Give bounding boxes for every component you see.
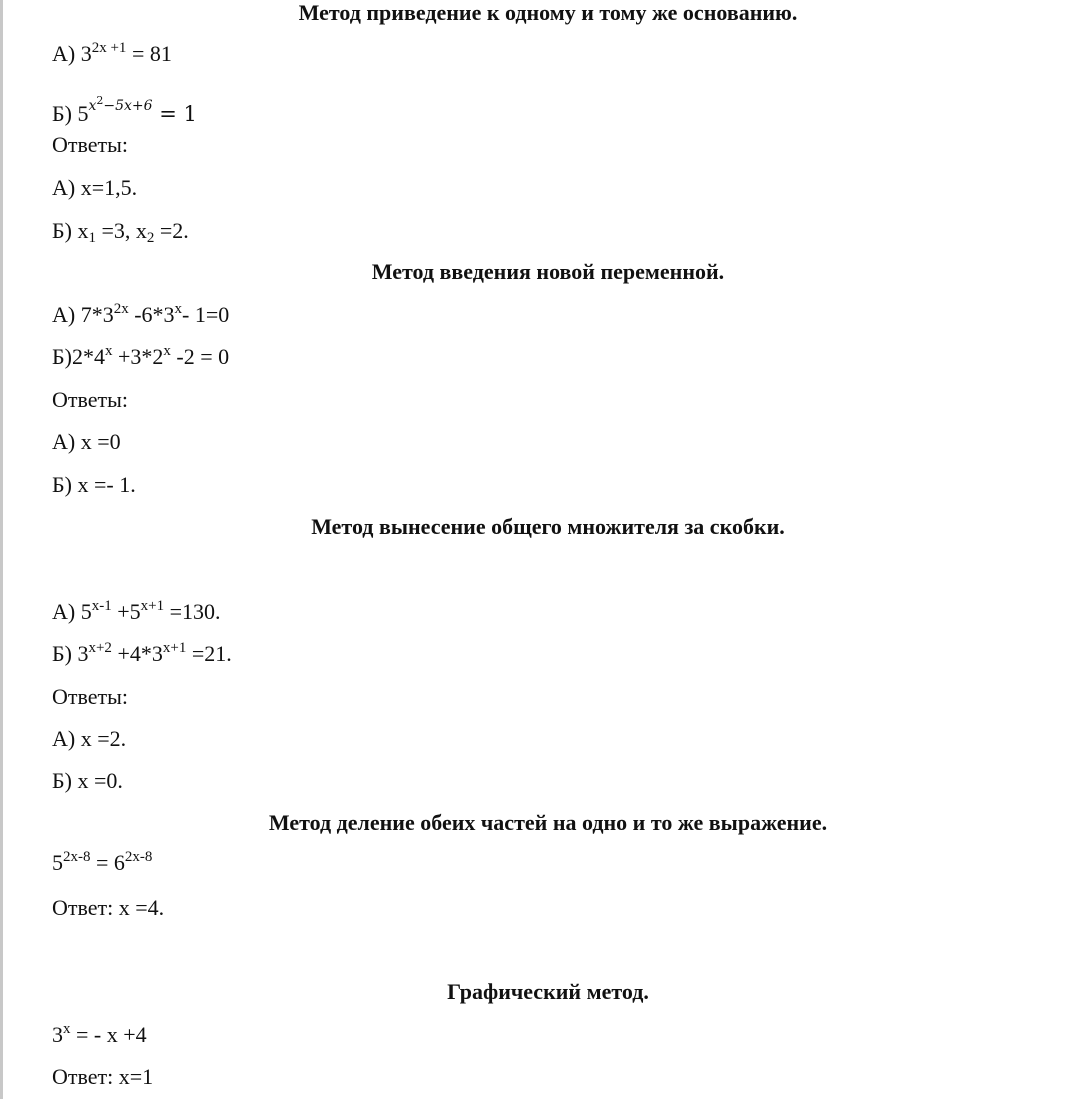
text-line	[52, 1022, 147, 1048]
text-segment: Метод деление обеих частей на одно и то же выражение.	[268, 810, 828, 835]
text-segment: Графический метод.	[447, 979, 649, 1004]
text-segment: Б) 3	[52, 641, 89, 666]
text-line	[52, 387, 128, 413]
exponent: x	[163, 343, 171, 359]
text-segment: -2 = 0	[170, 344, 230, 369]
text-segment: Б) x	[52, 218, 89, 243]
text-segment: Ответы:	[52, 684, 129, 709]
text-segment: А) 3	[52, 41, 92, 66]
text-segment: Метод вынесение общего множителя за скобки.	[311, 514, 785, 539]
text-segment: +3*2	[112, 344, 164, 369]
text-segment: А) x=1,5.	[52, 175, 138, 200]
text-segment: = 1	[152, 102, 197, 126]
text-line	[52, 88, 197, 127]
exponent: 2	[96, 94, 104, 107]
text-segment: А) 7*3	[52, 302, 114, 327]
text-line	[52, 895, 164, 921]
text-line	[52, 1064, 153, 1090]
exponent: x	[104, 343, 113, 359]
exponent: 2x-8	[124, 849, 153, 865]
text-segment: Ответы:	[52, 387, 129, 412]
text-line	[52, 132, 128, 158]
exponent: x	[63, 1021, 71, 1037]
exponent: x-1	[91, 598, 112, 614]
text-segment: А) 5	[52, 599, 92, 624]
exponent: x	[88, 98, 97, 114]
text-segment: - 1=0	[182, 302, 230, 327]
text-segment: 3	[52, 1022, 63, 1047]
text-segment: Б) 5	[52, 101, 89, 126]
exponent: 2x	[113, 301, 129, 317]
text-line	[52, 472, 136, 498]
section-heading	[0, 0, 1080, 26]
text-line	[52, 175, 137, 201]
text-segment: Метод введения новой переменной.	[371, 259, 725, 284]
text-line	[52, 429, 121, 455]
page-left-edge	[0, 0, 3, 1099]
text-segment: Б) x =- 1.	[52, 472, 136, 497]
text-segment: Б)2*4	[52, 344, 105, 369]
exponent: x+1	[140, 598, 165, 614]
section-heading	[0, 810, 1080, 836]
text-segment: = - x +4	[70, 1022, 147, 1047]
text-line	[52, 41, 172, 67]
text-segment: Ответ: x=1	[52, 1064, 154, 1089]
text-line	[52, 599, 221, 625]
text-segment: А) x =0	[52, 429, 121, 454]
text-segment: +4*3	[111, 641, 163, 666]
subscript: 2	[146, 230, 155, 246]
text-segment: Ответ: x =4.	[52, 895, 165, 920]
subscript: 1	[88, 230, 96, 246]
exponent: x	[174, 301, 183, 317]
text-segment: +5	[111, 599, 141, 624]
text-segment: =130.	[164, 599, 221, 624]
text-segment: =2.	[154, 218, 189, 243]
text-segment: Б) x =0.	[52, 768, 123, 793]
exponent: 2x +1	[91, 40, 127, 56]
text-line	[52, 302, 229, 328]
text-line	[52, 850, 152, 876]
text-segment: Ответы:	[52, 132, 129, 157]
section-heading	[0, 259, 1080, 285]
text-line	[52, 684, 128, 710]
text-segment: =21.	[186, 641, 232, 666]
text-segment: =3, x	[95, 218, 147, 243]
section-heading	[0, 979, 1080, 1005]
exponent: x+2	[88, 640, 112, 656]
text-line	[52, 768, 123, 794]
text-line	[52, 726, 126, 752]
text-segment: А) x =2.	[52, 726, 127, 751]
text-segment: -6*3	[128, 302, 175, 327]
text-line	[52, 344, 229, 370]
exponent: −5x+6	[103, 98, 153, 114]
exponent: 2x-8	[63, 849, 91, 865]
exponent: x+1	[162, 640, 187, 656]
text-line	[52, 218, 189, 244]
text-segment: = 81	[126, 41, 172, 66]
text-line	[52, 641, 232, 667]
text-segment: 5	[52, 850, 63, 875]
section-heading	[0, 514, 1080, 540]
text-segment: = 6	[90, 850, 125, 875]
text-segment: Метод приведение к одному и тому же основанию.	[298, 0, 798, 25]
